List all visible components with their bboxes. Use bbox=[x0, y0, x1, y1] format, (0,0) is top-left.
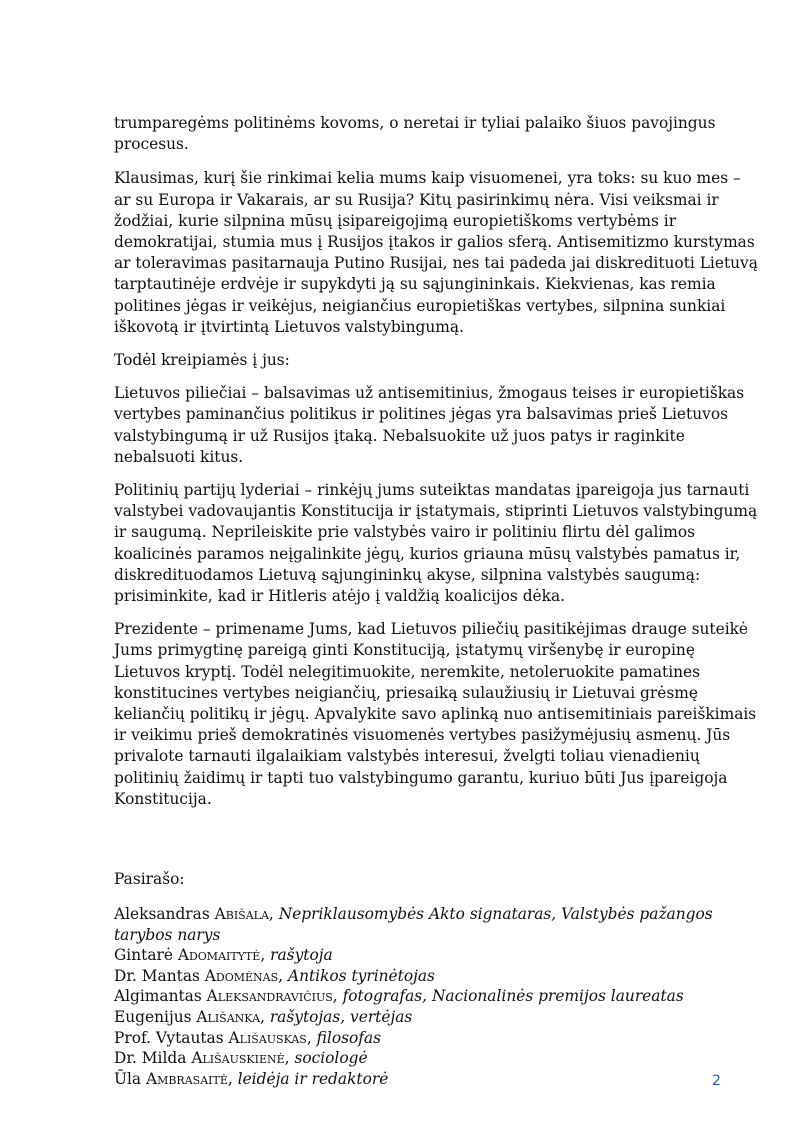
signer-role: sociologė bbox=[294, 1049, 368, 1068]
signer-prefix: Eugenijus bbox=[114, 1008, 197, 1027]
signer-role: Antikos tyrinėtojas bbox=[287, 966, 435, 985]
signer-surname: Adomėnas bbox=[204, 966, 279, 985]
signer-role: rašytojas, vertėjas bbox=[269, 1008, 413, 1027]
signer-role: fotografas, Nacionalinės premijos laureatas bbox=[342, 987, 684, 1006]
signer-role: Nepriklausomybės Akto signataras, Valstybės pažangos tarybos narys bbox=[114, 905, 713, 944]
signer-prefix: Ūla bbox=[114, 1069, 146, 1088]
signer-role: filosofas bbox=[316, 1028, 382, 1047]
signer-prefix: Algimantas bbox=[114, 987, 207, 1006]
signer-item: Gintarė Adomaitytė, rašytoja bbox=[114, 946, 333, 965]
signer-role: leidėja ir redaktorė bbox=[237, 1069, 389, 1088]
signer-prefix: Aleksandras bbox=[114, 905, 215, 924]
paragraph-citizens: Lietuvos piliečiai – balsavimas už antisemitinius, žmogaus teises ir europietiškas vertybes paminančius politikus ir politines jėgas yra balsavimas prieš Lietuvos valstybingumą ir už Rusijos įtaką. Nebalsuokite už juos patys ir raginkite nebalsuoti kitus. bbox=[114, 384, 745, 466]
signer-surname: Abišala bbox=[214, 905, 269, 924]
paragraph-president: Prezidente – primename Jums, kad Lietuvos piliečių pasitikėjimas drauge suteikė Jums primygtinę pareigą ginti Konstituciją, įstatymų viršenybę ir europinę Lietuvos kryptį. Todėl nelegitimuokite, neremkite, netoleruokite pamatines konstitucines vertybes neigiančių, priesaiką sulaužiusių ir Lietuvai grėsmę keliančių politikų ir jėgų. Apvalykite savo aplinką nuo antisemitiniais pareiškimais ir veikimu prieš demokratinės visuomenės vertybes pasižymėjusių asmenų. Jūs privalote tarnauti ilgalaikiam valstybės interesui, žvelgti toliau vienadienių politinių žaidimų ir tapti tuo valstybingumo garantu, kuriuo būti Jus įpareigoja Konstitucija. bbox=[114, 620, 757, 808]
document-body bbox=[114, 113, 762, 1089]
signer-role: rašytoja bbox=[270, 946, 333, 965]
signer-item: Algimantas Aleksandravičius, fotografas, Nacionalinės premijos laureatas bbox=[114, 987, 684, 1006]
paragraph-appeal-intro: Todėl kreipiamės į jus: bbox=[114, 351, 290, 370]
signer-prefix: Dr. Milda bbox=[114, 1049, 192, 1068]
signer-surname: Ališauskienė bbox=[191, 1049, 285, 1068]
signer-surname: Aleksandravičius bbox=[206, 987, 333, 1006]
page-number: 2 bbox=[712, 1073, 721, 1089]
signer-surname: Adomaitytė bbox=[177, 946, 261, 965]
paragraph-continuation: trumparegėms politinėms kovoms, o neretai ir tyliai palaiko šiuos pavojingus procesus. bbox=[114, 114, 716, 154]
signer-surname: Ališanka bbox=[196, 1008, 261, 1027]
signer-surname: Ambrasaitė bbox=[145, 1069, 228, 1088]
paragraph-question: Klausimas, kurį šie rinkimai kelia mums kaip visuomenei, yra toks: su kuo mes – ar su Europa ir Vakarais, ar su Rusija? Kitų pasirinkimų nėra. Visi veiksmai ir žodžiai, kurie silpnina mūsų įsipareigojimą europietiškoms vertybėms ir demokratijai, stumia mus į Rusijos įtakos ir galios sferą. Antisemitizmo kurstymas ar toleravimas pasitarnauja Putino Rusijai, nes tai padeda jai diskredituoti Lietuvą tarptautinėje erdvėje ir supykdyti ją su sąjungininkais. Kiekvienas, kas remia politines jėgas ir veikėjus, neigiančius europietiškas vertybes, silpnina sunkiai iškovotą ir įtvirtintą Lietuvos valstybingumą. bbox=[114, 169, 758, 336]
signer-item: Ūla Ambrasaitė, leidėja ir redaktorė bbox=[114, 1069, 389, 1088]
signers-list bbox=[114, 904, 762, 1089]
signer-surname: Ališauskas bbox=[228, 1028, 307, 1047]
signer-item: Prof. Vytautas Ališauskas, filosofas bbox=[114, 1028, 382, 1047]
signer-prefix: Gintarė bbox=[114, 946, 178, 965]
signer-item: Dr. Mantas Adomėnas, Antikos tyrinėtojas bbox=[114, 966, 435, 985]
signer-item: Eugenijus Ališanka, rašytojas, vertėjas bbox=[114, 1008, 413, 1027]
signed-label: Pasirašo: bbox=[114, 870, 185, 889]
signer-prefix: Prof. Vytautas bbox=[114, 1028, 229, 1047]
paragraph-party-leaders: Politinių partijų lyderiai – rinkėjų jums suteiktas mandatas įpareigoja jus tarnauti valstybei vadovaujantis Konstitucija ir įstatymais, stiprinti Lietuvos valstybingumą ir saugumą. Neprileiskite prie valstybės vairo ir politiniu flirtu dėl galimos koalicinės paramos neįgalinkite jėgų, kurios griauna mūsų valstybės pamatus ir, diskredituodamos Lietuvą sąjungininkų akyse, silpnina valstybės saugumą: prisiminkite, kad ir Hitleris atėjo į valdžią koalicijos dėka. bbox=[114, 481, 758, 606]
signer-item: Dr. Milda Ališauskienė, sociologė bbox=[114, 1049, 368, 1068]
signer-prefix: Dr. Mantas bbox=[114, 966, 205, 985]
signer-item: Aleksandras Abišala, Nepriklausomybės Akto signataras, Valstybės pažangos tarybos narys bbox=[114, 905, 713, 944]
